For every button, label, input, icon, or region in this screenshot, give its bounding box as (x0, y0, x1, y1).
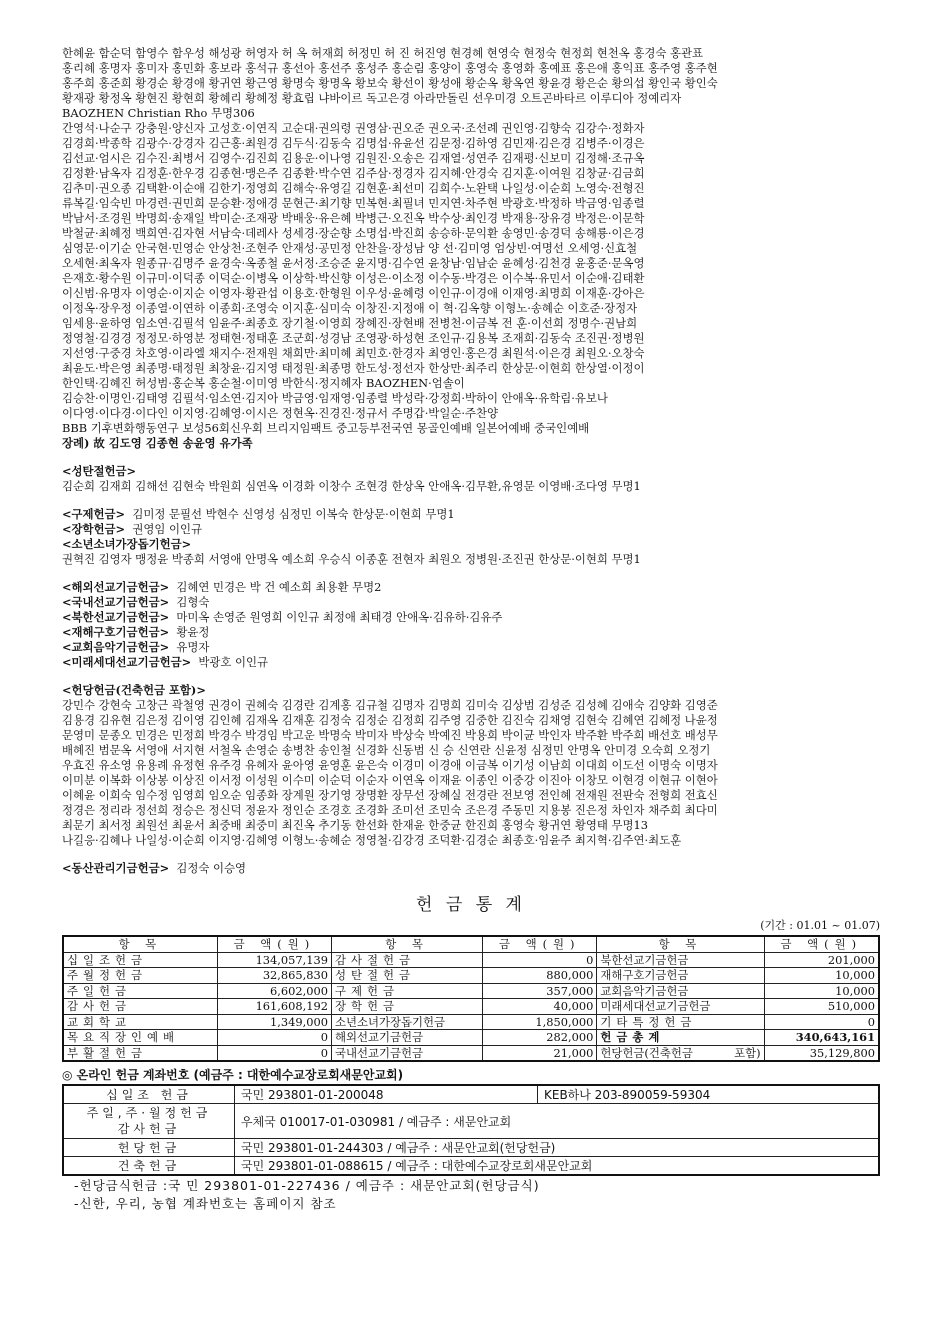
donor-line: 한혜윤 함순덕 함영수 함우성 해성광 허영자 허 옥 허재희 허정민 허 진 허진영 현경혜 현영숙 현정숙 현정희 현천옥 홍경숙 홍관표 (62, 46, 703, 60)
overseas-mission-names: 김혜연 민경은 박 건 예소희 최용환 무명2 (176, 580, 382, 594)
stats-item-amount: 0 (764, 1014, 879, 1030)
building-donor-line: 최문기 최서정 최원선 최윤서 최중배 최중미 최진옥 추기동 한선화 한재윤 한중균 한진희 홍영숙 황귀연 황영태 무명13 (62, 818, 648, 832)
donor-line: 김추미·권오종 김택환·이순애 김한기·정영희 김해숙·유영길 김현훈·최선미 김희수·노완택 나일성·이순희 노영숙·전형진 (62, 181, 645, 195)
stats-item-label: 감사절헌금 (332, 952, 483, 968)
donor-line: 류복길·임숙빈 마경련·권민희 문승환·정애경 문현근·최기향 민복현·최필녀 민지연·차주현 박광호·박정하 박금영·임종렬 (62, 196, 645, 210)
account-number: 국민 293801-01-088615 / 예금주 : 대한예수교장로회새문안교회 (235, 1157, 880, 1176)
donor-line: 정영철·김경경 정정모·하영분 정태현·정태훈 조군희·성경남 조영광·하성현 조인규·김용복 조재희·김동숙 조진권·정병원 (62, 331, 645, 345)
building-offering-names (62, 698, 880, 848)
disaster-relief-names: 황윤정 (176, 625, 210, 639)
overseas-mission-title: <해외선교기금헌금> (62, 580, 170, 594)
stats-item-amount: 1,850,000 (483, 1014, 597, 1030)
church-music-title: <교회음악기금헌금> (62, 640, 170, 654)
future-generation-names: 박광호 이인규 (198, 655, 269, 669)
donor-line: 지선영·구중경 차호영·이라엘 채지수·전재원 채희만·최미혜 최민호·한경자 최영인·홍은경 최원석·이은경 최원오·오창숙 (62, 346, 645, 360)
account-row (63, 1157, 879, 1176)
donor-line: 이다영·이다경·이다인 이지영·김혜영·이시은 정현옥·진경진·정규서 주명갑·박일순·주찬양 (62, 406, 498, 420)
stats-item-label: 구제헌금 (332, 983, 483, 999)
stats-item-label: 목요직장인예배 (63, 1030, 217, 1046)
building-offering-title: <헌당헌금(건축헌금 포함)> (62, 683, 206, 697)
building-donor-line: 강민수 강현숙 고창근 곽철영 권경이 권혜숙 김경란 김계홍 김규철 김명자 김명희 김미숙 김상범 김성준 김성혜 김애숙 김양화 김영준 (62, 698, 718, 712)
stats-item-amount: 6,602,000 (217, 983, 331, 999)
stats-item-amount: 201,000 (764, 952, 879, 968)
dongsan-title: <동산관리기금헌금> (62, 861, 170, 875)
donor-line: 홍주희 홍준희 황경순 황경애 황귀연 황근영 황명숙 황명옥 황보숙 황선이 황성애 황순옥 황옥연 황윤경 황은순 황의섭 황인국 황인숙 (62, 76, 718, 90)
youth-support-offering-title: <소년소녀가장돕기헌금> (62, 537, 192, 551)
stats-item-label: 부활절헌금 (63, 1045, 217, 1061)
stats-item-label: 북한선교기금헌금 (597, 952, 764, 968)
stats-row (63, 952, 879, 968)
stats-item-label: 미래세대선교기금헌금 (597, 999, 764, 1015)
stats-item-label: 교회음악기금헌금 (597, 983, 764, 999)
account-note: -신한, 우리, 농협 계좌번호는 홈페이지 참조 (74, 1196, 337, 1211)
bulletin-page (62, 46, 880, 1212)
building-donor-line: 우효진 유소영 유용례 유정현 유주경 유혜자 윤아영 윤영훈 윤은숙 이경미 이경애 이금복 이기성 이남희 이대희 이도선 이명숙 이명자 (62, 758, 718, 772)
stats-item-amount: 880,000 (483, 968, 597, 984)
stats-item-amount: 340,643,161 (764, 1030, 879, 1046)
stats-row (63, 983, 879, 999)
donor-line: 오세현·최옥자 원종규·김명주 윤경숙·옥종철 윤서정·조승준 윤지명·김수연 윤창남·임남순 윤혜성·김천경 윤홍준·문옥영 (62, 256, 645, 270)
stats-item-label: 기타특정헌금 (597, 1014, 764, 1030)
domestic-mission-names: 김형숙 (176, 595, 210, 609)
christmas-offering-title: <성탄절헌금> (62, 464, 137, 478)
online-account-table (62, 1084, 880, 1176)
building-donor-line: 정경은 정리라 정선희 정승은 정신덕 정윤자 정인순 조경호 조경화 조미선 조민숙 조은경 주동민 지용봉 진은정 차인자 채주희 최다미 (62, 803, 718, 817)
stats-header: 항 목 (597, 936, 764, 952)
account-row (63, 1085, 879, 1104)
account-label: 헌당헌금 (63, 1139, 235, 1157)
account-number: 우체국 010017-01-030981 / 예금주 : 새문안교회 (235, 1104, 880, 1139)
stats-item-label: 국내선교기금헌금 (332, 1045, 483, 1061)
building-offering-section (62, 683, 880, 848)
stats-row (63, 968, 879, 984)
account-row (63, 1139, 879, 1157)
building-donor-line: 이미분 이복화 이상봉 이상진 이서정 이성원 이수미 이순덕 이순자 이연옥 이재윤 이종인 이중강 이진아 이창모 이현경 이현규 이현아 (62, 773, 718, 787)
stats-item-amount: 282,000 (483, 1030, 597, 1046)
stats-row (63, 999, 879, 1015)
account-label: 십일조 헌금 (63, 1085, 235, 1104)
stats-item-amount: 134,057,139 (217, 952, 331, 968)
stats-item-amount: 0 (217, 1045, 331, 1061)
donor-line: 이신범·유명자 이영순·이지순 이영자·황관섭 이용호·한형원 이우성·윤혜령 이인규·이경애 이재영·최명희 이재훈·강아은 (62, 286, 645, 300)
future-generation-title: <미래세대선교기금헌금> (62, 655, 192, 669)
stats-header: 금 액(원) (217, 936, 331, 952)
stats-row (63, 1014, 879, 1030)
donor-line: BAOZHEN Christian Rho 무명306 (62, 106, 255, 120)
donor-line: 최윤도·박은영 최종명·태정원 최창윤·김지영 태정원·최종명 한도성·정선자 한상만·최주리 한상문·이현희 한상열·이정이 (62, 361, 645, 375)
dongsan-section (62, 861, 880, 876)
christmas-offering-section (62, 464, 880, 494)
youth-support-offering-names: 권혁진 김영자 맹정윤 박종희 서영애 안명옥 예소희 우승식 이종훈 전현자 최원오 정병원·조진권 한상문·이현희 무명1 (62, 552, 641, 566)
donor-line: 간영석·나순구 강충원·양신자 고성호·이연직 고순대·권의령 권영삼·권오준 권오국·조선례 권인영·김향숙 김강수·정화자 (62, 121, 645, 135)
donor-line: 이정옥·장우정 이종열·이연하 이종희·조영숙 이지훈·심미숙 이창진·지정애 이 혁·김옥향 이형노·송혜순 이호준·장정자 (62, 301, 638, 315)
online-account-title: ◎ 온라인 헌금 계좌번호 (예금주 : 대한예수교장로회새문안교회) (62, 1068, 404, 1082)
stats-item-amount: 21,000 (483, 1045, 597, 1061)
donor-line: 한인택·김혜진 허성범·홍순복 홍순철·이미영 박한식·정지혜자 BAOZHEN·엄솔이 (62, 376, 465, 390)
account-number: KEB하나 203-890059-59304 (538, 1085, 880, 1104)
stats-item-label: 재해구호기금헌금 (597, 968, 764, 984)
account-number: 국민 293801-01-200048 (235, 1085, 538, 1104)
north-korea-mission-title: <북한선교기금헌금> (62, 610, 170, 624)
donor-line: 홍리혜 홍명자 홍미자 홍민화 홍보라 홍석규 홍선아 홍선주 홍성주 홍순림 홍양이 홍영숙 홍영화 홍예표 홍은애 홍익표 홍주영 홍주현 (62, 61, 718, 75)
stats-item-label: 해외선교기금헌금 (332, 1030, 483, 1046)
stats-item-amount: 0 (483, 952, 597, 968)
account-label: 주일,주·월정헌금 (86, 1106, 212, 1120)
stats-item-label: 헌금총계 (597, 1030, 764, 1046)
relief-offering-title: <구제헌금> (62, 507, 126, 521)
donor-line: 김승찬·이명인·김태영 김필석·임소연·김지아 박금영·임재영·임종렬 박성락·강정희·박하이 안애옥·유학림·유보나 (62, 391, 608, 405)
stats-row (63, 1045, 879, 1061)
account-row (63, 1104, 879, 1139)
stats-item-amount: 510,000 (764, 999, 879, 1015)
christmas-offering-names: 김순희 김재희 김해선 김현숙 박원희 심연옥 이경화 이창수 조현경 한상옥 안애옥·김무환,유영문 이영배·조다영 무명1 (62, 479, 641, 493)
stats-header: 금 액(원) (483, 936, 597, 952)
stats-header-row (63, 936, 879, 952)
dongsan-names: 김정숙 이승영 (176, 861, 247, 875)
stats-item-label: 주월정헌금 (63, 968, 217, 984)
stats-item-label: 헌당헌금(건축헌금 포함) (597, 1045, 764, 1061)
building-donor-line: 김용경 김유현 김은정 김이영 김인혜 김재옥 김재훈 김정숙 김정순 김정희 김주영 김중한 김진숙 김채영 김현숙 김혜연 김혜정 나윤정 (62, 713, 718, 727)
stats-item-amount: 357,000 (483, 983, 597, 999)
account-number: 국민 293801-01-244303 / 예금주 : 새문안교회(헌당헌금) (235, 1139, 880, 1157)
stats-row (63, 1030, 879, 1046)
offering-stats-title: 헌 금 통 계 (416, 895, 526, 915)
disaster-relief-title: <재해구호기금헌금> (62, 625, 170, 639)
stats-item-amount: 10,000 (764, 983, 879, 999)
donor-line: 임세용·윤하영 임소연·김필석 임윤주·최종호 장기철·이영희 장혜진·장현배 전병천·이금복 전 훈·이선희 정명수·권남희 (62, 316, 638, 330)
stats-item-amount: 40,000 (483, 999, 597, 1015)
donor-line: 김정환·남옥자 김정훈·한우경 김종현·맹은주 김종환·박수연 김주삼·정경자 김지혜·안경숙 김지훈·이여원 김창균·김금희 (62, 166, 645, 180)
north-korea-mission-names: 마미옥 손영준 원영희 이인규 최정애 최태경 안애옥·김유하·김유주 (176, 610, 503, 624)
donor-line: 박남서·조경원 박명희·송재일 박미순·조재광 박배웅·유은혜 박병근·오진옥 박수상·최인경 박재용·장유경 박정은·이문학 (62, 211, 645, 225)
account-label: 건축헌금 (63, 1157, 235, 1176)
donor-line: 김선교·엄시은 김수진·최병서 김영수·김진희 김용운·이나영 김원진·오송은 김재열·성연주 김재평·신보미 김정해·조규옥 (62, 151, 645, 165)
stats-item-amount: 0 (217, 1030, 331, 1046)
stats-item-label: 주일헌금 (63, 983, 217, 999)
stats-header: 항 목 (63, 936, 217, 952)
stats-item-label: 십일조헌금 (63, 952, 217, 968)
donor-line: 김경희·박종학 김광수·강경자 김근홍·최원경 김두식·김동숙 김명섭·유윤선 김문정·김하영 김민재·김은경 김병주·이경은 (62, 136, 645, 150)
stats-item-label: 성탄절헌금 (332, 968, 483, 984)
building-donor-line: 이혜윤 이희숙 임수정 임영희 임오순 임종화 장계원 장기영 장명환 장무선 장혜실 전경란 전보영 전인혜 전재원 전판숙 전형희 전효신 (62, 788, 718, 802)
account-label: 감사헌금 (117, 1122, 181, 1136)
stats-item-amount: 32,865,830 (217, 968, 331, 984)
stats-item-label: 교회학교 (63, 1014, 217, 1030)
relief-offering-names: 김미정 문필선 박현수 신영성 심정민 이복숙 한상문·이현희 무명1 (132, 507, 455, 521)
building-donor-line: 배혜진 범문옥 서영애 서지현 서철옥 손영순 송병찬 송인철 신경화 신동범 신 승 신연란 신윤정 심정민 안명옥 안미경 오숙희 오정기 (62, 743, 711, 757)
mission-funds-section (62, 580, 880, 670)
stats-item-amount: 161,608,192 (217, 999, 331, 1015)
donor-line: BBB 기후변화행동연구 보성56회신우회 브리지임팩트 중고등부전국연 몽골인예배 일본어예배 중국인예배 (62, 421, 590, 435)
church-music-names: 유명자 (176, 640, 210, 654)
relief-scholarship-section (62, 507, 880, 567)
offering-stats-table (62, 935, 880, 1062)
scholarship-offering-names: 권영임 이인규 (132, 522, 203, 536)
stats-item-label: 감사헌금 (63, 999, 217, 1015)
stats-item-label: 소년소녀가장돕기헌금 (332, 1014, 483, 1030)
offering-stats-period: (기간 : 01.01 ~ 01.07) (760, 919, 880, 932)
scholarship-offering-title: <장학헌금> (62, 522, 126, 536)
stats-item-label: 장학헌금 (332, 999, 483, 1015)
stats-header: 금 액(원) (764, 936, 879, 952)
stats-item-amount: 10,000 (764, 968, 879, 984)
stats-header: 항 목 (332, 936, 483, 952)
stats-item-amount: 1,349,000 (217, 1014, 331, 1030)
donor-list (62, 46, 880, 451)
donor-line: 황재광 황정옥 황현진 황현희 황혜리 황혜정 황효립 냐바이르 독고은경 아라만돌린 선우미경 오트곤바타르 이루디아 정예리자 (62, 91, 682, 105)
domestic-mission-title: <국내선교기금헌금> (62, 595, 170, 609)
stats-item-amount: 35,129,800 (764, 1045, 879, 1061)
donor-line: 심영문·이기순 안국현·민영순 안상천·조현주 안재성·공민정 안찬을·장성남 양 선·김미영 엄상빈·여명선 오세영·신효철 (62, 241, 638, 255)
donor-line: 은재호·황수원 이규미·이덕종 이덕순·이병옥 이상학·박신향 이성은·이소정 이수동·박경은 이수복·유민서 이순애·김태환 (62, 271, 645, 285)
account-note: -헌당금식헌금 :국 민 293801-01-227436 / 예금주 : 새문안교회(헌당금식) (74, 1178, 540, 1193)
building-donor-line: 문영미 문종오 민경은 민정희 박경수 박경임 박고운 박명숙 박미자 박상숙 박예진 박용희 박이균 박인자 박주환 박주희 배선호 배성무 (62, 728, 718, 742)
donor-line: 박철균·최혜정 백희연·김자현 서남숙·데레사 성세경·장순향 소명섭·박진희 송승하·문익환 송영민·송경덕 송해룡·이은경 (62, 226, 645, 240)
building-donor-line: 나길응·김혜나 나일성·이순희 이지영·김혜영 이형노·송혜순 정영철·김강경 조덕환·김경순 최종호·임윤주 최지혁·김주연·최도훈 (62, 833, 682, 847)
donor-line: 장례) 故 김도영 김종현 송윤영 유가족 (62, 436, 253, 450)
